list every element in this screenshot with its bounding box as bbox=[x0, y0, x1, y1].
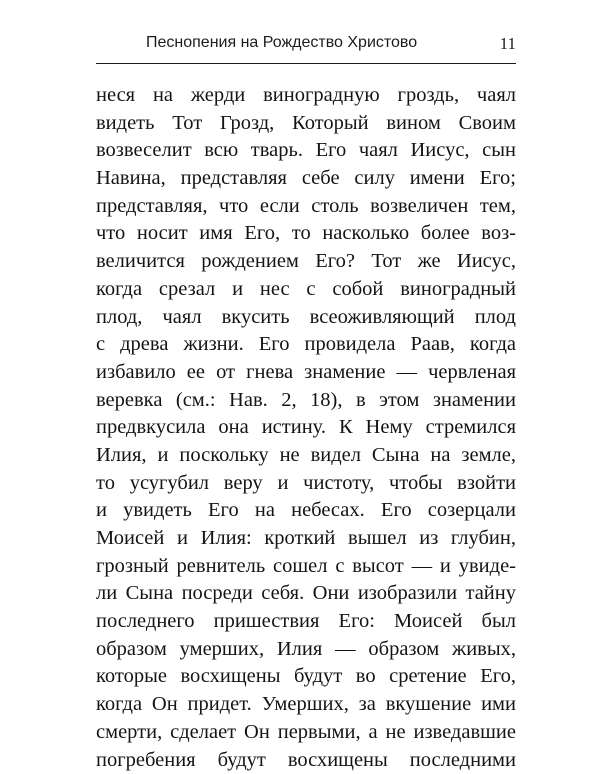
text-line: погребения будут восхищены последними bbox=[96, 747, 516, 774]
text-line: возвеселит всю тварь. Его чаял Иисус, сын bbox=[96, 137, 516, 165]
text-line: с древа жизни. Его провидела Раав, когда bbox=[96, 331, 516, 359]
page-number: 11 bbox=[500, 34, 516, 54]
text-line: образом умерших, Илия — образом живых, bbox=[96, 636, 516, 664]
text-line: величится рождением Его? Тот же Иисус, bbox=[96, 248, 516, 276]
text-line: предвкусила она истину. К Нему стремился bbox=[96, 414, 516, 442]
text-line: грозный ревнитель сошел с высот — и увиде- bbox=[96, 553, 516, 581]
text-line: веревка (см.: Нав. 2, 18), в этом знамении bbox=[96, 387, 516, 415]
text-line: последнего пришествия Его: Моисей был bbox=[96, 608, 516, 636]
running-header-title: Песнопения на Рождество Христово bbox=[146, 34, 417, 52]
text-line: Навина, представляя себе силу имени Его; bbox=[96, 165, 516, 193]
text-line: и увидеть Его на небесах. Его созерцали bbox=[96, 497, 516, 525]
text-line: плод, чаял вкусить всеоживляющий плод bbox=[96, 304, 516, 332]
text-line: что носит имя Его, то насколько более воз- bbox=[96, 220, 516, 248]
header-rule bbox=[96, 63, 516, 64]
text-line: видеть Тот Грозд, Который вином Своим bbox=[96, 110, 516, 138]
text-line: когда Он придет. Умерших, за вкушение ими bbox=[96, 691, 516, 719]
text-line: смерти, сделает Он первыми, а не изведавшие bbox=[96, 719, 516, 747]
text-line: Моисей и Илия: кроткий вышел из глубин, bbox=[96, 525, 516, 553]
text-line: представляя, что если столь возвеличен тем, bbox=[96, 193, 516, 221]
text-line: Илия, и поскольку не видел Сына на земле, bbox=[96, 442, 516, 470]
text-line: когда срезал и нес с собой виноградный bbox=[96, 276, 516, 304]
body-text bbox=[96, 82, 516, 774]
text-line: ли Сына посреди себя. Они изобразили тайну bbox=[96, 580, 516, 608]
text-line: избавило ее от гнева знамение — червленая bbox=[96, 359, 516, 387]
text-line: то усугубил веру и чистоту, чтобы взойти bbox=[96, 470, 516, 498]
running-header bbox=[96, 30, 516, 58]
text-line: неся на жерди виноградную гроздь, чаял bbox=[96, 82, 516, 110]
text-line: которые восхищены будут во сретение Его, bbox=[96, 663, 516, 691]
